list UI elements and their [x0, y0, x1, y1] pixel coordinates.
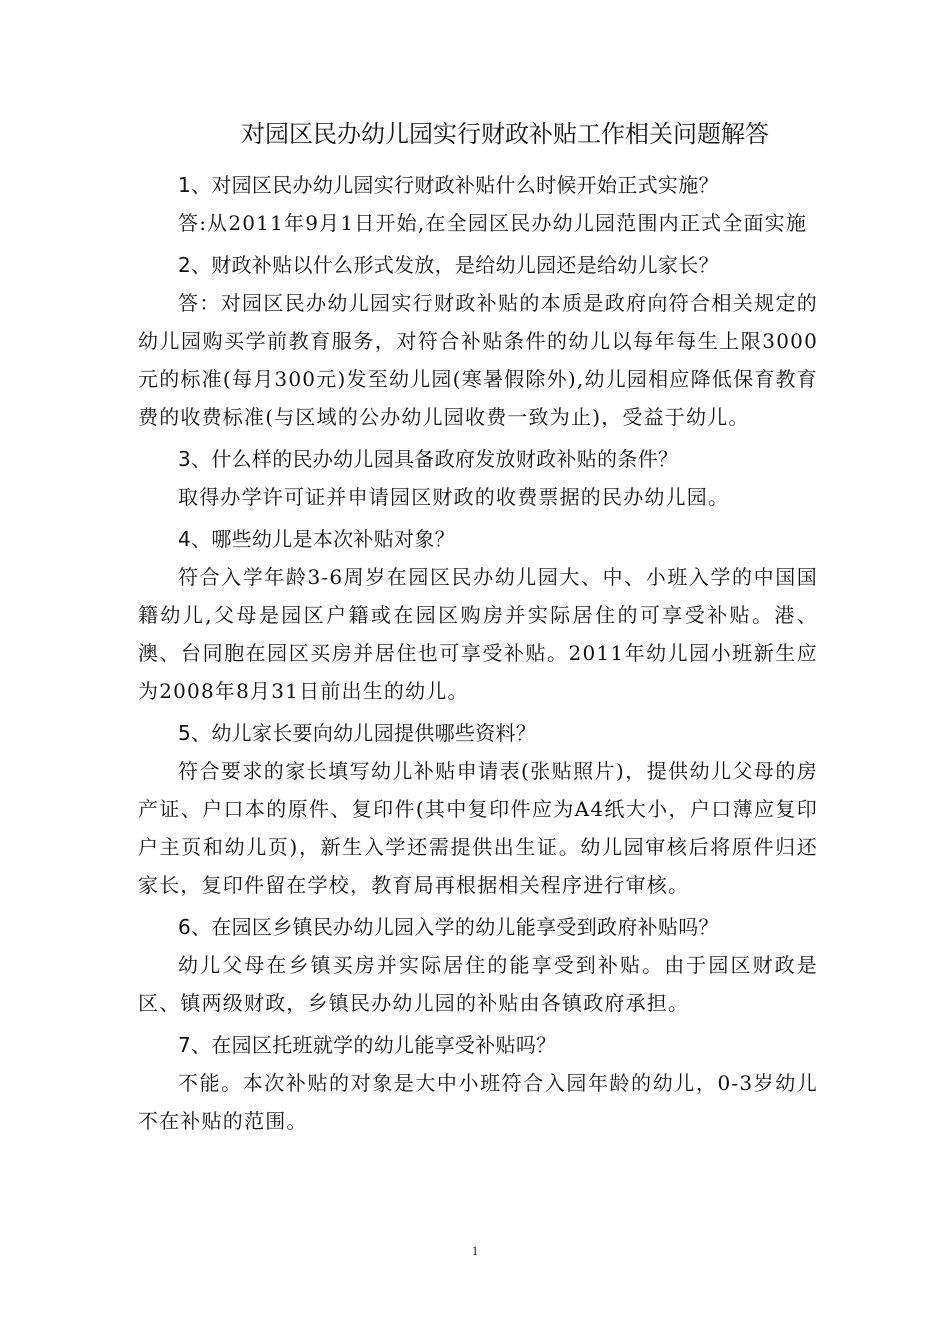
answer-2: 答：对园区民办幼儿园实行财政补贴的本质是政府向符合相关规定的幼儿园购买学前教育服务，对符合补贴条件的幼儿以每年每生上限3000元的标准(每月300元)发至幼儿园(寒暑假除外),幼儿园相应降低保育教育费的收费标准(与区域的公办幼儿园收费一致为止)，受益于幼儿。: [138, 291, 818, 429]
answer-7: 不能。本次补贴的对象是大中小班符合入园年龄的幼儿，0-3岁幼儿不在补贴的范围。: [138, 1071, 818, 1133]
answer-3: 取得办学许可证并申请园区财政的收费票据的民办幼儿园。: [178, 485, 730, 509]
question-3: 3、什么样的民办幼儿园具备政府发放财政补贴的条件？: [178, 447, 679, 471]
answer-1: 答:从2011年9月1日开始,在全园区民办幼儿园范围内正式全面实施: [178, 211, 808, 235]
question-7: 7、在园区托班就学的幼儿能享受补贴吗？: [178, 1033, 557, 1057]
answer-6: 幼儿父母在乡镇买房并实际居住的能享受到补贴。由于园区财政是区、镇两级财政，乡镇民办幼儿园的补贴由各镇政府承担。: [138, 953, 818, 1015]
answer-4: 符合入学年龄3-6周岁在园区民办幼儿园大、中、小班入学的中国国籍幼儿,父母是园区户籍或在园区购房并实际居住的可享受补贴。港、澳、台同胞在园区买房并居住也可享受补贴。2011年幼儿园小班新生应为2008年8月31日前出生的幼儿。: [138, 565, 818, 703]
question-5: 5、幼儿家长要向幼儿园提供哪些资料？: [178, 721, 537, 745]
question-6: 6、在园区乡镇民办幼儿园入学的幼儿能享受到政府补贴吗？: [178, 915, 719, 939]
qa-list: [138, 162, 818, 1140]
document-title: 对园区民办幼儿园实行财政补贴工作相关问题解答: [241, 120, 769, 148]
question-1: 1、对园区民办幼儿园实行财政补贴什么时候开始正式实施？: [178, 173, 719, 197]
question-2: 2、财政补贴以什么形式发放，是给幼儿园还是给幼儿家长？: [178, 253, 719, 277]
question-4: 4、哪些幼儿是本次补贴对象？: [178, 527, 455, 551]
answer-5: 符合要求的家长填写幼儿补贴申请表(张贴照片)，提供幼儿父母的房产证、户口本的原件、复印件(其中复印件应为A4纸大小，户口薄应复印户主页和幼儿页)，新生入学还需提供出生证。幼儿园审核后将原件归还家长，复印件留在学校，教育局再根据相关程序进行审核。: [138, 759, 818, 897]
page-number: 1: [471, 1243, 479, 1258]
